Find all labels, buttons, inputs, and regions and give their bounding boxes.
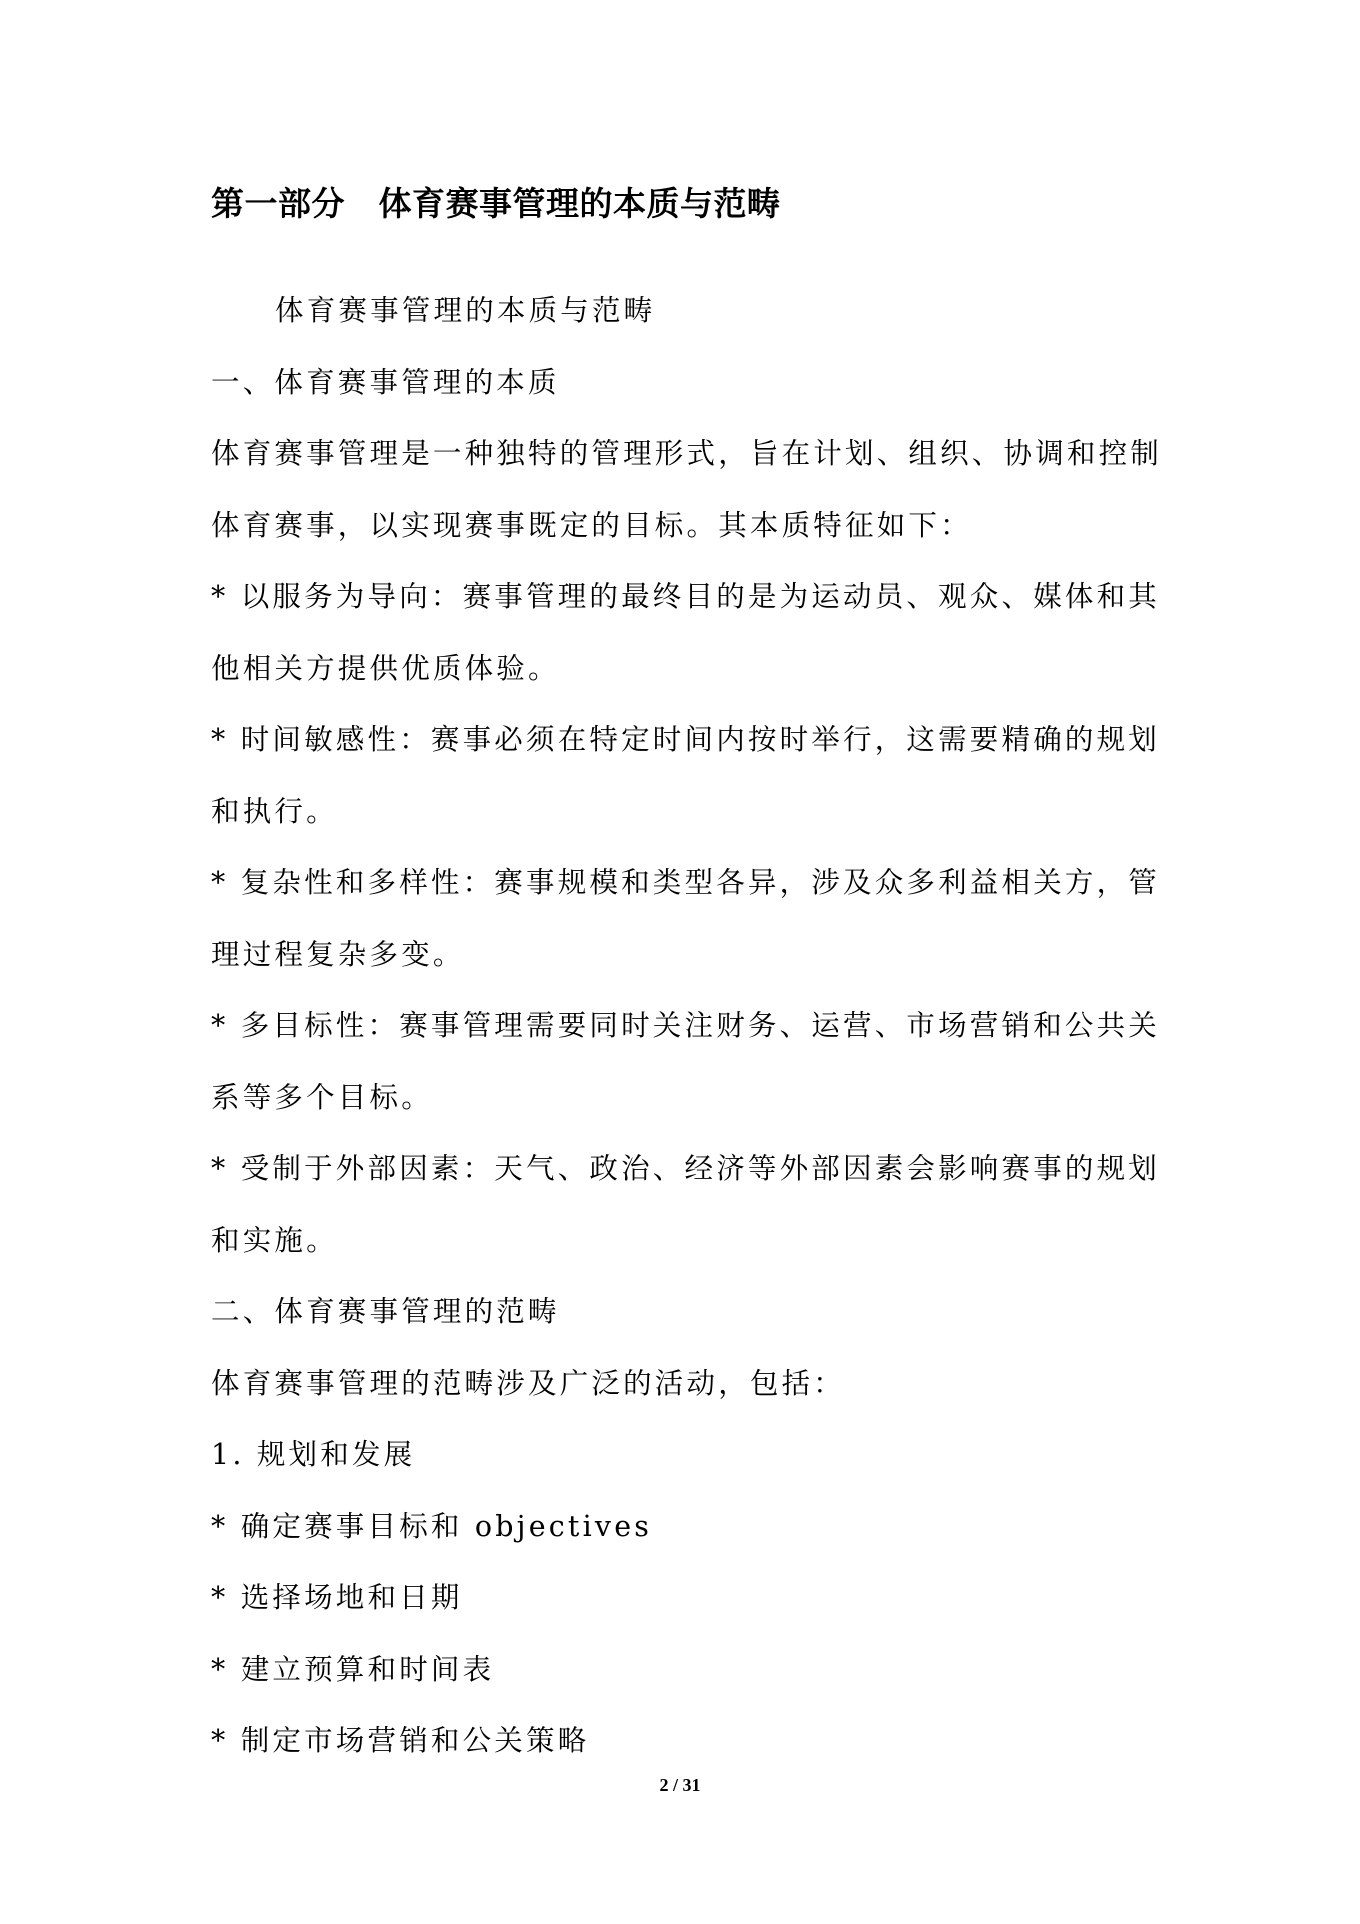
- numbered-item-planning: 1. 规划和发展: [211, 1438, 416, 1471]
- section-two-title: 二、体育赛事管理的范畴: [211, 1295, 560, 1328]
- bullet-external-factors: * 受制于外部因素：天气、政治、经济等外部因素会影响赛事的规划和实施。: [211, 1152, 1161, 1257]
- list-item-marketing: * 制定市场营销和公关策略: [211, 1724, 590, 1757]
- bullet-service-oriented: * 以服务为导向：赛事管理的最终目的是为运动员、观众、媒体和其他相关方提供优质体验。: [211, 580, 1161, 685]
- list-item-budget: * 建立预算和时间表: [211, 1652, 495, 1686]
- list-item-objectives: * 确定赛事目标和 objectives: [211, 1509, 653, 1543]
- bullet-complexity: * 复杂性和多样性：赛事规模和类型各异，涉及众多利益相关方，管理过程复杂多变。: [211, 866, 1161, 971]
- list-item-venue-date: * 选择场地和日期: [211, 1581, 463, 1614]
- bullet-time-sensitivity: * 时间敏感性：赛事必须在特定时间内按时举行，这需要精确的规划和执行。: [211, 723, 1161, 828]
- scope-intro-paragraph: 体育赛事管理的范畴涉及广泛的活动，包括：: [211, 1366, 846, 1400]
- body-text: [211, 275, 1171, 1777]
- page-number: 2 / 31: [659, 1775, 701, 1795]
- intro-paragraph: 体育赛事管理是一种独特的管理形式，旨在计划、组织、协调和控制体育赛事，以实现赛事既定的目标。其本质特征如下：: [211, 437, 1163, 542]
- section-heading: 第一部分 体育赛事管理的本质与范畴: [211, 184, 781, 223]
- subtitle-paragraph: 体育赛事管理的本质与范畴: [275, 294, 656, 327]
- bullet-multi-objective: * 多目标性：赛事管理需要同时关注财务、运营、市场营销和公共关系等多个目标。: [211, 1009, 1161, 1114]
- section-one-title: 一、体育赛事管理的本质: [211, 365, 560, 399]
